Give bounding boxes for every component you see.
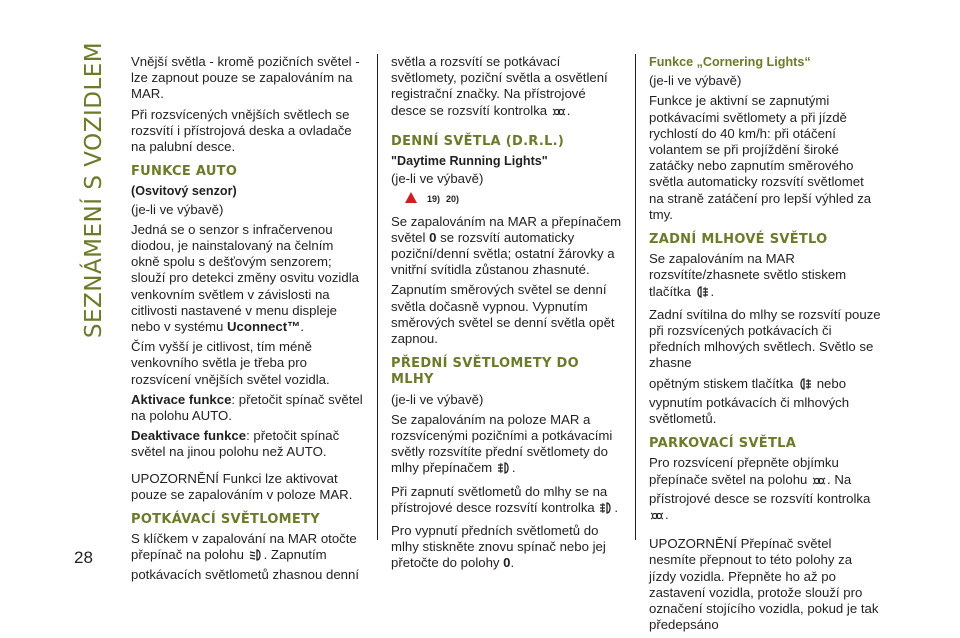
text-run: . (510, 555, 515, 571)
text-run: Se zapalováním na MAR rozsvítíte/zhasnete světlo stiskem tlačítka (649, 251, 847, 299)
paragraph (131, 392, 363, 424)
paragraph (131, 531, 363, 583)
uconnect-term: Uconnect™ (227, 319, 301, 335)
paragraph (391, 412, 623, 480)
text-run: . (566, 102, 571, 118)
section-heading: FUNKCE AUTO (131, 164, 238, 180)
paragraph: Čím vyšší je citlivost, tím méně venkovního světla je třeba pro rozsvícení vnějších světel vozidla. (131, 339, 330, 387)
text-run: S klíčkem v zapalování na MAR otočte přepínač na polohu (131, 531, 357, 563)
paragraph: Zadní svítilna do mlhy se rozsvítí pouze při rozsvícených potkávacích či předních mlhových světlech. Světlo se zhasne (649, 306, 881, 371)
text-run: se rozsvítí automaticky poziční/denní světla; ostatní žárovky a vnitřní svítidla zůstanou zhasnuté. (391, 229, 615, 278)
paragraph: Zapnutím směrových světel se denní světla dočasně vypnou. Vypnutím směrových světel se denní světla opět zapnou. (391, 282, 615, 347)
term-label: Aktivace funkce (131, 391, 232, 407)
column-3 (649, 54, 881, 638)
warning-triangle-icon (405, 192, 417, 203)
text-run: Se zapalováním na MAR a přepínačem světel (391, 213, 622, 245)
paragraph (391, 523, 623, 572)
switch-position: 0 (429, 229, 437, 245)
text-run: . (511, 460, 516, 476)
warning-reference (405, 191, 623, 207)
paragraph: (je-li ve výbavě) (649, 73, 742, 89)
text-run: : přetočit spínač světel na polohu AUTO. (131, 391, 363, 424)
sidebar-section-title (74, 41, 114, 338)
rear-fog-icon (798, 377, 812, 395)
column-divider (377, 54, 378, 540)
text-run: . (710, 283, 715, 299)
paragraph: Při rozsvícených vnějších světlech se rozsvítí i přístrojová deska a ovladače na palubní desce. (131, 106, 352, 155)
text-run: . (614, 499, 619, 515)
text-run: . Na přístrojové desce se rozsvítí kontrolka (649, 471, 871, 506)
warning-ref-number: 19) (427, 194, 441, 205)
text-run: : přetočit spínač světel na jinou polohu než AUTO. (131, 428, 340, 460)
sidebar-title-text: SEZNÁMENÍ S VOZIDLEM (81, 41, 107, 338)
paragraph: (je-li ve výbavě) (391, 391, 484, 407)
paragraph (391, 54, 623, 122)
term-label: Deaktivace funkce (131, 428, 247, 444)
position-light-icon (552, 106, 566, 122)
section-heading: ZADNÍ MLHOVÉ SVĚTLO (649, 232, 828, 248)
text-run: opětným stiskem tlačítka (649, 375, 798, 391)
text-run: Jedná se o senzor s infračervenou diodou, je nainstalovaný na čelním okně spolu s dešťovým senzorem; slouží pro detekci změny osvitu vozidla venkovním světlem v závislosti na citlivosti nastavené v menu displeje nebo v systému (131, 221, 359, 335)
text-run: . Zapnutím potkávacích světlometů zhasnou denní (131, 547, 359, 582)
paragraph (391, 484, 623, 519)
text-run: . (300, 319, 304, 335)
paragraph: (je-li ve výbavě) (131, 201, 224, 217)
section-heading: POTKÁVACÍ SVĚTLOMETY (131, 512, 320, 528)
subheading: "Daytime Running Lights" (391, 154, 548, 169)
text-run: Se zapalováním na poloze MAR a rozsvícenými pozičními a potkávacími světly rozsvítíte přední světlomety do mlhy přepínačem (391, 411, 613, 476)
page-number: 28 (74, 548, 93, 567)
paragraph (391, 214, 623, 279)
paragraph: Vnější světla - kromě pozičních světel - lze zapnout pouze se zapalováním na MAR. (131, 54, 360, 102)
position-light-icon (650, 510, 664, 526)
switch-position: 0 (503, 555, 511, 571)
section-heading: PŘEDNÍ SVĚTLOMETY DO MLHY (391, 356, 579, 388)
section-heading: DENNÍ SVĚTLA (D.R.L.) (391, 133, 565, 149)
warning-ref-number: 20) (446, 194, 460, 205)
text-run: Pro vypnutí předních světlometů do mlhy stiskněte znovu spínač nebo jej přetočte do polohy (391, 523, 606, 571)
text-run: Při zapnutí světlometů do mlhy se na přístrojové desce rozsvítí kontrolka (391, 483, 608, 515)
text-run: . (665, 507, 669, 523)
paragraph (131, 428, 363, 460)
front-fog-icon (599, 501, 613, 519)
paragraph (649, 251, 881, 303)
paragraph: (je-li ve výbavě) (391, 171, 484, 187)
subheading: (Osvitový senzor) (131, 184, 237, 199)
section-heading: Funkce „Cornering Lights“ (649, 55, 811, 69)
section-heading: PARKOVACÍ SVĚTLA (649, 436, 797, 452)
note-paragraph: UPOZORNĚNÍ Funkci lze aktivovat pouze se zapalováním v poloze MAR. (131, 470, 353, 502)
low-beam-icon (249, 548, 263, 566)
column-1 (131, 54, 363, 587)
text-run: světla a rozsvítí se potkávací světlomety, poziční světla a osvětlení registrační značky. Na přístrojové desce se rozsvítí kontrolka (391, 54, 608, 118)
text-run: nebo vypnutím potkávacích či mlhových světlometů. (649, 375, 850, 427)
paragraph (131, 222, 363, 335)
column-divider (635, 54, 636, 540)
paragraph (649, 455, 881, 526)
text-run: Pro rozsvícení přepněte objímku přepínače světel na polohu (649, 455, 839, 487)
rear-fog-icon (695, 285, 709, 303)
front-fog-icon (497, 461, 511, 479)
note-paragraph: UPOZORNĚNÍ Přepínač světel nesmíte přepnout to této polohy za jízdy vozidla. Přepněte ho až po zastavení vozidla, protože slouží pro označení stojícího vozidla, pokud je tak předepsáno (649, 536, 879, 633)
position-light-icon (812, 475, 826, 491)
paragraph: Funkce je aktivní se zapnutými potkávacími světlomety a při jízdě rychlostí do 40 km/h: při otáčení volantem se při projíždění široké zatáčky nebo zapnutím směrového světla automaticky rozsvítí světlomet na straně zatáčení pro lepší výhled za tmy. (649, 93, 872, 222)
column-2 (391, 54, 623, 576)
paragraph (649, 376, 881, 428)
